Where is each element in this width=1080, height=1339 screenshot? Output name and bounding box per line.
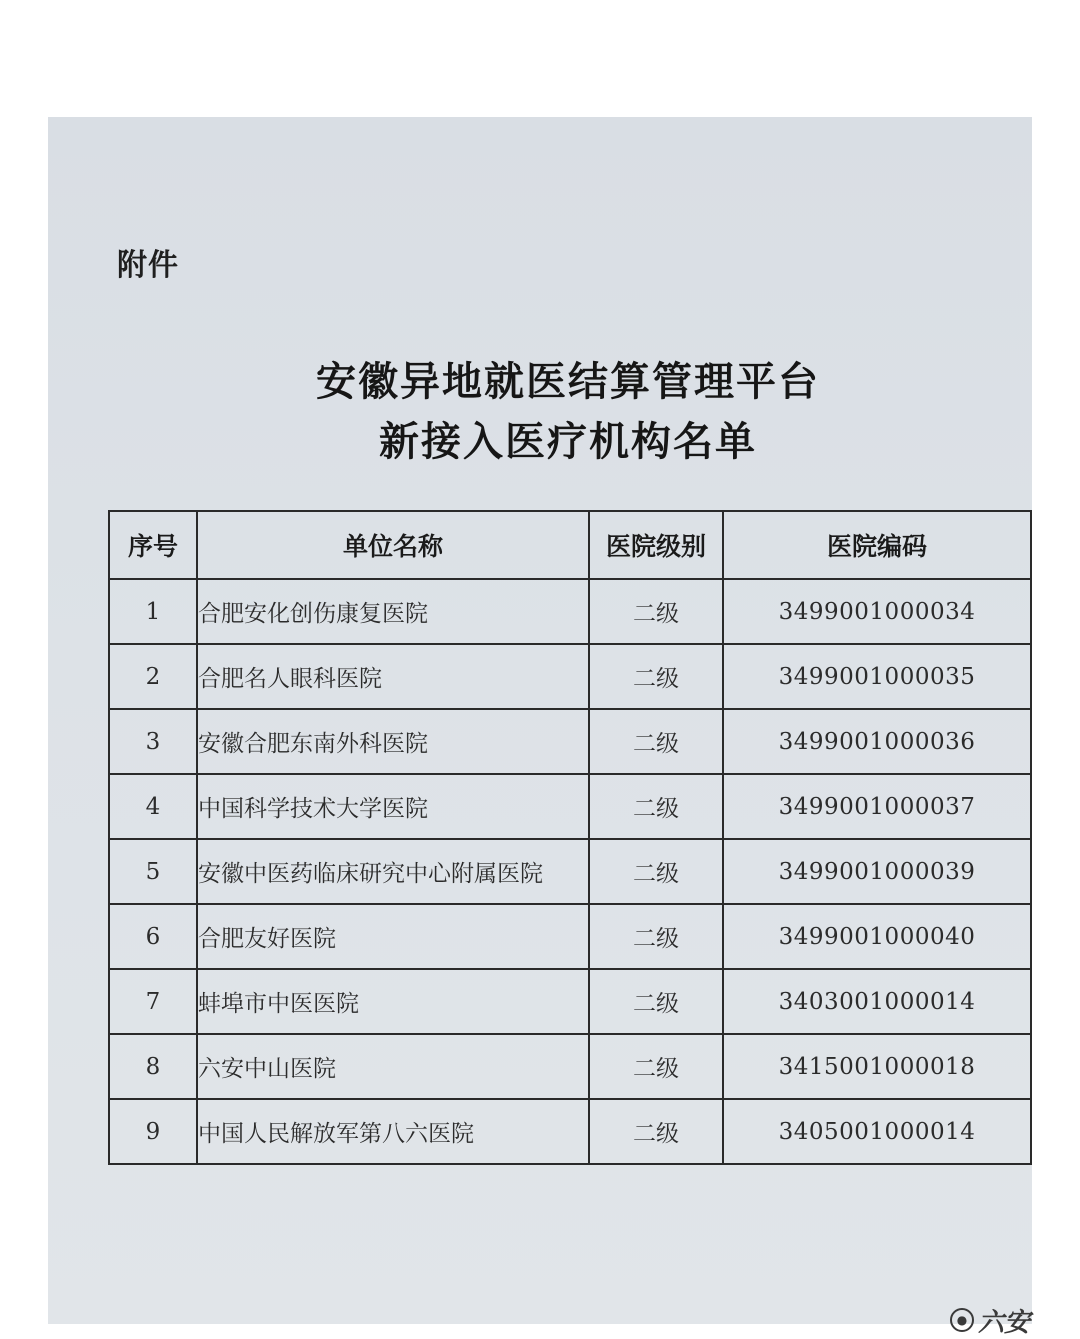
header-no: 序号: [109, 511, 197, 579]
row-code: 3499001000039: [723, 839, 1031, 904]
watermark-text: 六安: [978, 1307, 1031, 1338]
row-no: 3: [109, 709, 197, 774]
row-name: 中国科学技术大学医院: [197, 774, 589, 839]
watermark-logo: [950, 1301, 1080, 1339]
header-level: 医院级别: [589, 511, 723, 579]
row-name: 合肥名人眼科医院: [197, 644, 589, 709]
row-level: 二级: [589, 579, 723, 644]
row-level: 二级: [589, 969, 723, 1034]
row-code: 3499001000035: [723, 644, 1031, 709]
table-row: [109, 969, 1031, 1034]
table-row: [109, 1034, 1031, 1099]
row-code: 3415001000018: [723, 1034, 1031, 1099]
header-code: 医院编码: [723, 511, 1031, 579]
row-name: 中国人民解放军第八六医院: [197, 1099, 589, 1164]
row-level: 二级: [589, 1034, 723, 1099]
row-no: 2: [109, 644, 197, 709]
row-code: 3499001000037: [723, 774, 1031, 839]
table-row: [109, 774, 1031, 839]
row-level: 二级: [589, 709, 723, 774]
row-no: 1: [109, 579, 197, 644]
header-name: 单位名称: [197, 511, 589, 579]
row-no: 9: [109, 1099, 197, 1164]
row-level: 二级: [589, 904, 723, 969]
table-row: [109, 579, 1031, 644]
table-row: [109, 1099, 1031, 1164]
row-name: 六安中山医院: [197, 1034, 589, 1099]
row-name: 安徽合肥东南外科医院: [197, 709, 589, 774]
hospital-list-table: [108, 510, 1032, 1165]
row-no: 8: [109, 1034, 197, 1099]
row-name: 合肥友好医院: [197, 904, 589, 969]
row-level: 二级: [589, 644, 723, 709]
row-no: 4: [109, 774, 197, 839]
row-level: 二级: [589, 774, 723, 839]
table-row: [109, 709, 1031, 774]
row-code: 3499001000040: [723, 904, 1031, 969]
row-code: 3403001000014: [723, 969, 1031, 1034]
row-code: 3405001000014: [723, 1099, 1031, 1164]
row-name: 安徽中医药临床研究中心附属医院: [197, 839, 589, 904]
row-name: 蚌埠市中医医院: [197, 969, 589, 1034]
row-level: 二级: [589, 1099, 723, 1164]
row-level: 二级: [589, 839, 723, 904]
document-title-line2: 新接入医疗机构名单: [379, 418, 757, 465]
attachment-label: 附件: [117, 248, 179, 283]
row-name: 合肥安化创伤康复医院: [197, 579, 589, 644]
table-row: [109, 644, 1031, 709]
row-code: 3499001000034: [723, 579, 1031, 644]
document-title-line1: 安徽异地就医结算管理平台: [316, 358, 820, 405]
circle-logo-icon: ●: [950, 1308, 974, 1332]
row-no: 7: [109, 969, 197, 1034]
row-code: 3499001000036: [723, 709, 1031, 774]
row-no: 5: [109, 839, 197, 904]
table-header-row: [109, 511, 1031, 579]
table-row: [109, 904, 1031, 969]
table-row: [109, 839, 1031, 904]
row-no: 6: [109, 904, 197, 969]
